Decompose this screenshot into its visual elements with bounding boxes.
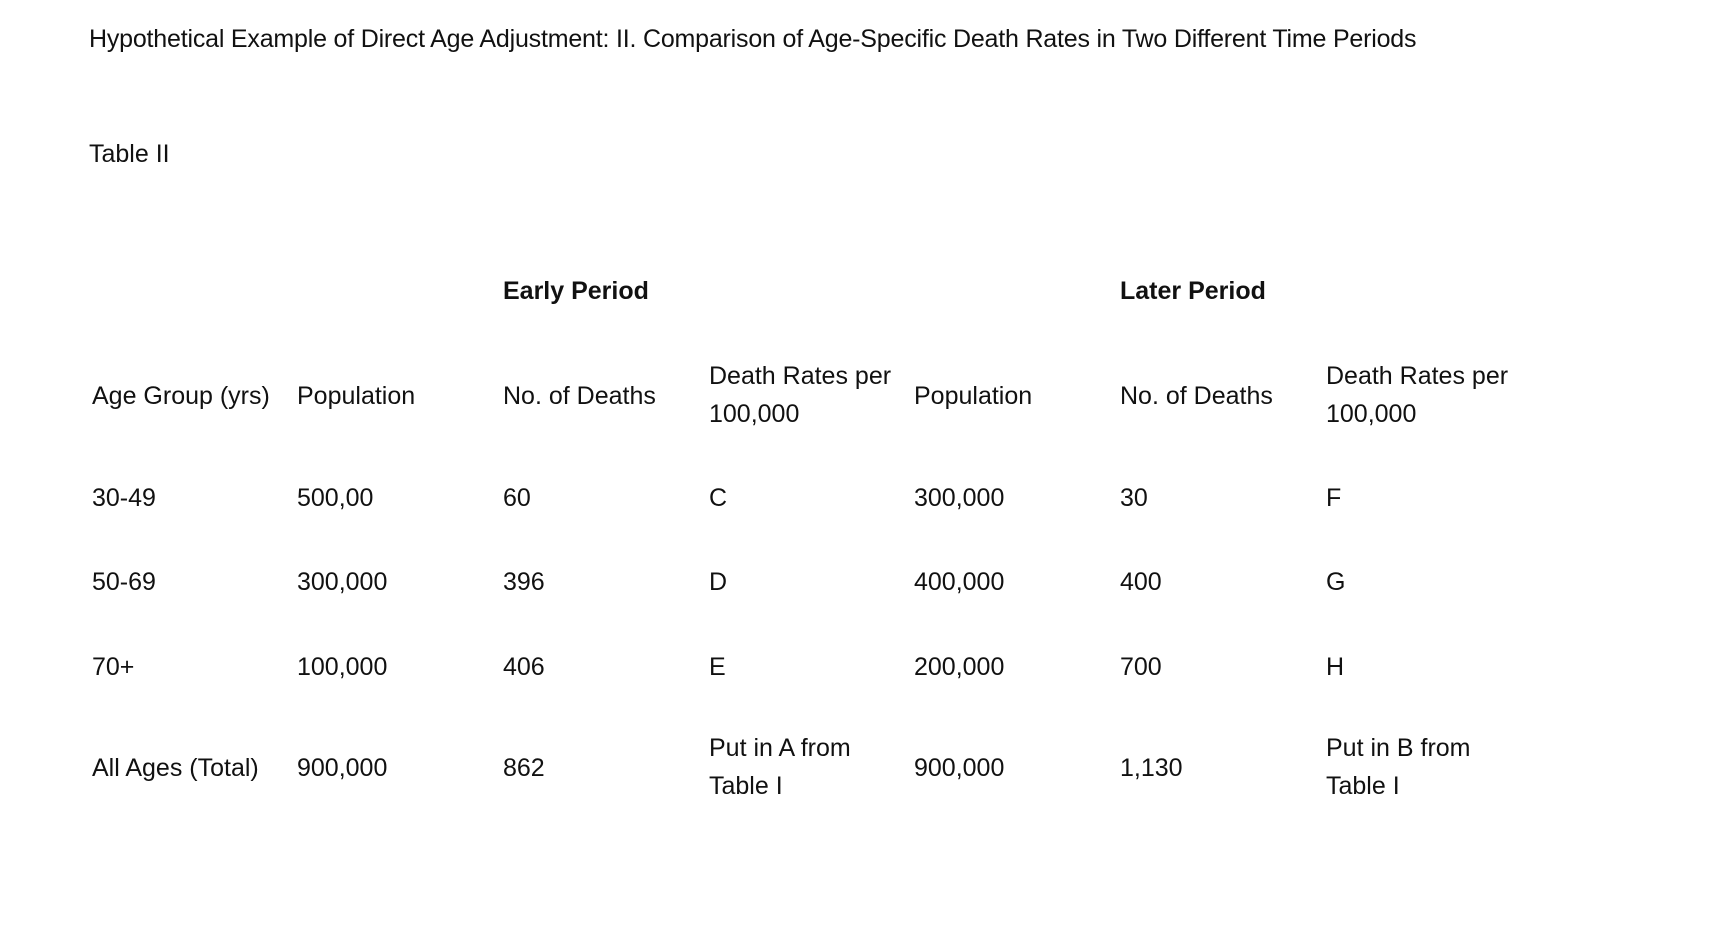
table-cell-later-deaths: 700: [1120, 653, 1162, 681]
table-cell-early-deaths: 406: [503, 653, 545, 681]
table-cell-age-group: 50-69: [92, 568, 156, 596]
column-header-later-deaths: No. of Deaths: [1120, 382, 1273, 410]
table-cell-early-population: 300,000: [297, 568, 388, 596]
table-cell-later-population: 400,000: [914, 568, 1005, 596]
table-cell-later-deaths: 400: [1120, 568, 1162, 596]
table-cell-early-population: 100,000: [297, 653, 388, 681]
table-cell-early-rate: D: [709, 568, 728, 596]
total-cell-early-rate-line2: Table I: [709, 772, 783, 800]
table-cell-later-population: 200,000: [914, 653, 1005, 681]
column-header-early-rate-line2: 100,000: [709, 400, 800, 428]
total-cell-later-rate-line1: Put in B from: [1326, 734, 1471, 762]
table-cell-age-group: 70+: [92, 653, 135, 681]
page-title: Hypothetical Example of Direct Age Adjustment: II. Comparison of Age-Specific Death Rates in Two Different Time Periods: [89, 25, 1417, 53]
total-cell-later-population: 900,000: [914, 754, 1005, 782]
total-cell-later-rate: [1326, 729, 1471, 805]
table-cell-later-population: 300,000: [914, 484, 1005, 512]
table-cell-later-rate: H: [1326, 653, 1345, 681]
column-header-later-rate-line2: 100,000: [1326, 400, 1417, 428]
column-header-age-group: Age Group (yrs): [92, 382, 270, 410]
total-cell-later-deaths: 1,130: [1120, 754, 1183, 782]
total-cell-early-population: 900,000: [297, 754, 388, 782]
later-period-header: Later Period: [1120, 277, 1266, 305]
column-header-early-rate-line1: Death Rates per: [709, 362, 892, 390]
column-header-later-population: Population: [914, 382, 1033, 410]
table-cell-early-deaths: 60: [503, 484, 531, 512]
table-cell-later-rate: F: [1326, 484, 1342, 512]
early-period-header: Early Period: [503, 277, 649, 305]
column-header-early-population: Population: [297, 382, 416, 410]
total-cell-early-deaths: 862: [503, 754, 545, 782]
total-cell-early-rate-line1: Put in A from: [709, 734, 851, 762]
column-header-later-rate: [1326, 357, 1508, 433]
column-header-later-rate-line1: Death Rates per: [1326, 362, 1509, 390]
table-cell-early-rate: C: [709, 484, 728, 512]
table-label: Table II: [89, 140, 170, 168]
table-cell-age-group: 30-49: [92, 484, 156, 512]
table-cell-early-population: 500,00: [297, 484, 374, 512]
column-header-early-rate: [709, 357, 891, 433]
total-cell-early-rate: [709, 729, 851, 805]
total-cell-later-rate-line2: Table I: [1326, 772, 1400, 800]
table-cell-later-rate: G: [1326, 568, 1346, 596]
column-header-early-deaths: No. of Deaths: [503, 382, 656, 410]
table-cell-early-rate: E: [709, 653, 726, 681]
total-cell-age-group: All Ages (Total): [92, 754, 259, 782]
table-cell-later-deaths: 30: [1120, 484, 1148, 512]
table-cell-early-deaths: 396: [503, 568, 545, 596]
